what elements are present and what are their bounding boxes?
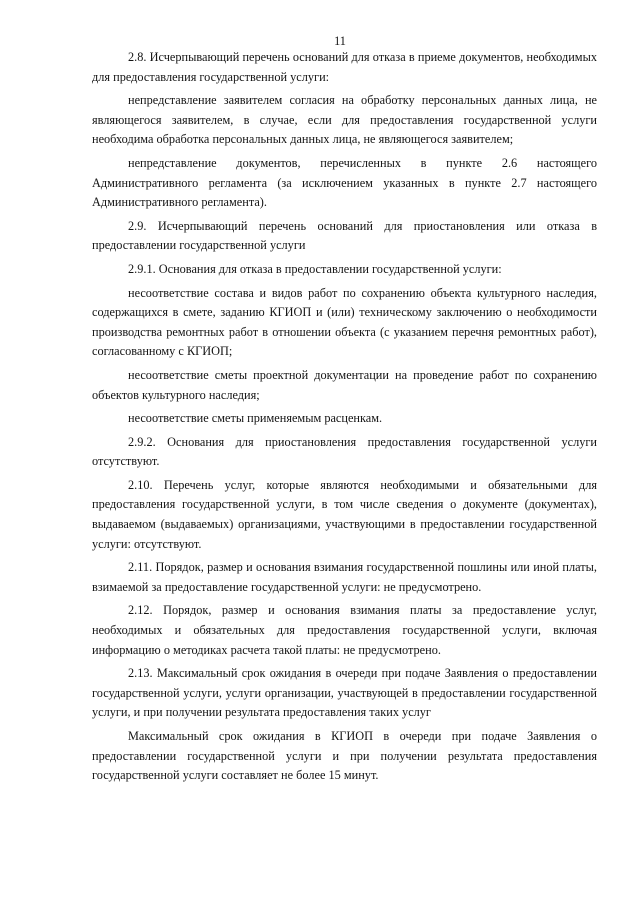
- paragraph-2-12: 2.12. Порядок, размер и основания взимания платы за предоставление услуг, необходимых и обязательных для предоставления государственной услуги, включая информацию о методиках расчета такой платы: не предусмотрено.: [92, 603, 597, 657]
- paragraph-2-9-1: 2.9.1. Основания для отказа в предоставлении государственной услуги:: [128, 261, 502, 276]
- paragraph-estimate-mismatch-rates: несоответствие сметы применяемым расценкам.: [128, 411, 383, 426]
- page-number: 11: [334, 34, 346, 48]
- paragraph-estimate-mismatch-work: несоответствие состава и видов работ по сохранению объекта культурного наследия, содержащихся в смете, заданию КГИОП и (или) техническому заключению о необходимости производства ремонтных работ в отношении объекта (с указанием перечня ремонтных работ), согласованному с КГИОП;: [92, 285, 597, 359]
- paragraph-max-wait-time: Максимальный срок ожидания в КГИОП в очереди при подаче Заявления о предоставлении государственной услуги и при получении результата предоставления государственной услуги составляет не более 15 минут.: [92, 729, 597, 783]
- paragraph-2-11: 2.11. Порядок, размер и основания взимания государственной пошлины или иной платы, взимаемой за предоставление государственной услуги: не предусмотрено.: [92, 560, 597, 594]
- paragraph-2-13: 2.13. Максимальный срок ожидания в очереди при подаче Заявления о предоставлении государственной услуги, услуги организации, участвующей в предоставлении государственной услуги, и при получении результата предоставления таких услуг: [92, 666, 597, 720]
- paragraph-2-10: 2.10. Перечень услуг, которые являются необходимыми и обязательными для предоставления государственной услуги, в том числе сведения о документе (документах), выдаваемом (выдаваемых) организациями, участвующими в предоставлении государственной услуги: отсутствуют.: [92, 477, 597, 551]
- paragraph-2-8: 2.8. Исчерпывающий перечень оснований для отказа в приеме документов, необходимых для предоставления государственной услуги:: [92, 50, 597, 84]
- paragraph-documents-missing: непредставление документов, перечисленных в пункте 2.6 настоящего Административного регламента (за исключением указанных в пункте 2.7 настоящего Административного регламента).: [92, 155, 597, 210]
- paragraph-consent-missing: непредставление заявителем согласия на обработку персональных данных лица, не являющегося заявителем, в случае, если для предоставления государственной услуги необходима обработка персональных данных лица, не являющегося заявителем;: [92, 93, 597, 147]
- document-body: [92, 48, 597, 790]
- paragraph-2-9-2: 2.9.2. Основания для приостановления предоставления государственной услуги отсутствуют.: [92, 434, 597, 469]
- paragraph-estimate-mismatch-design: несоответствие сметы проектной документации на проведение работ по сохранению объектов культурного наследия;: [92, 367, 597, 402]
- paragraph-2-9: 2.9. Исчерпывающий перечень оснований для приостановления или отказа в предоставлении государственной услуги: [92, 218, 597, 253]
